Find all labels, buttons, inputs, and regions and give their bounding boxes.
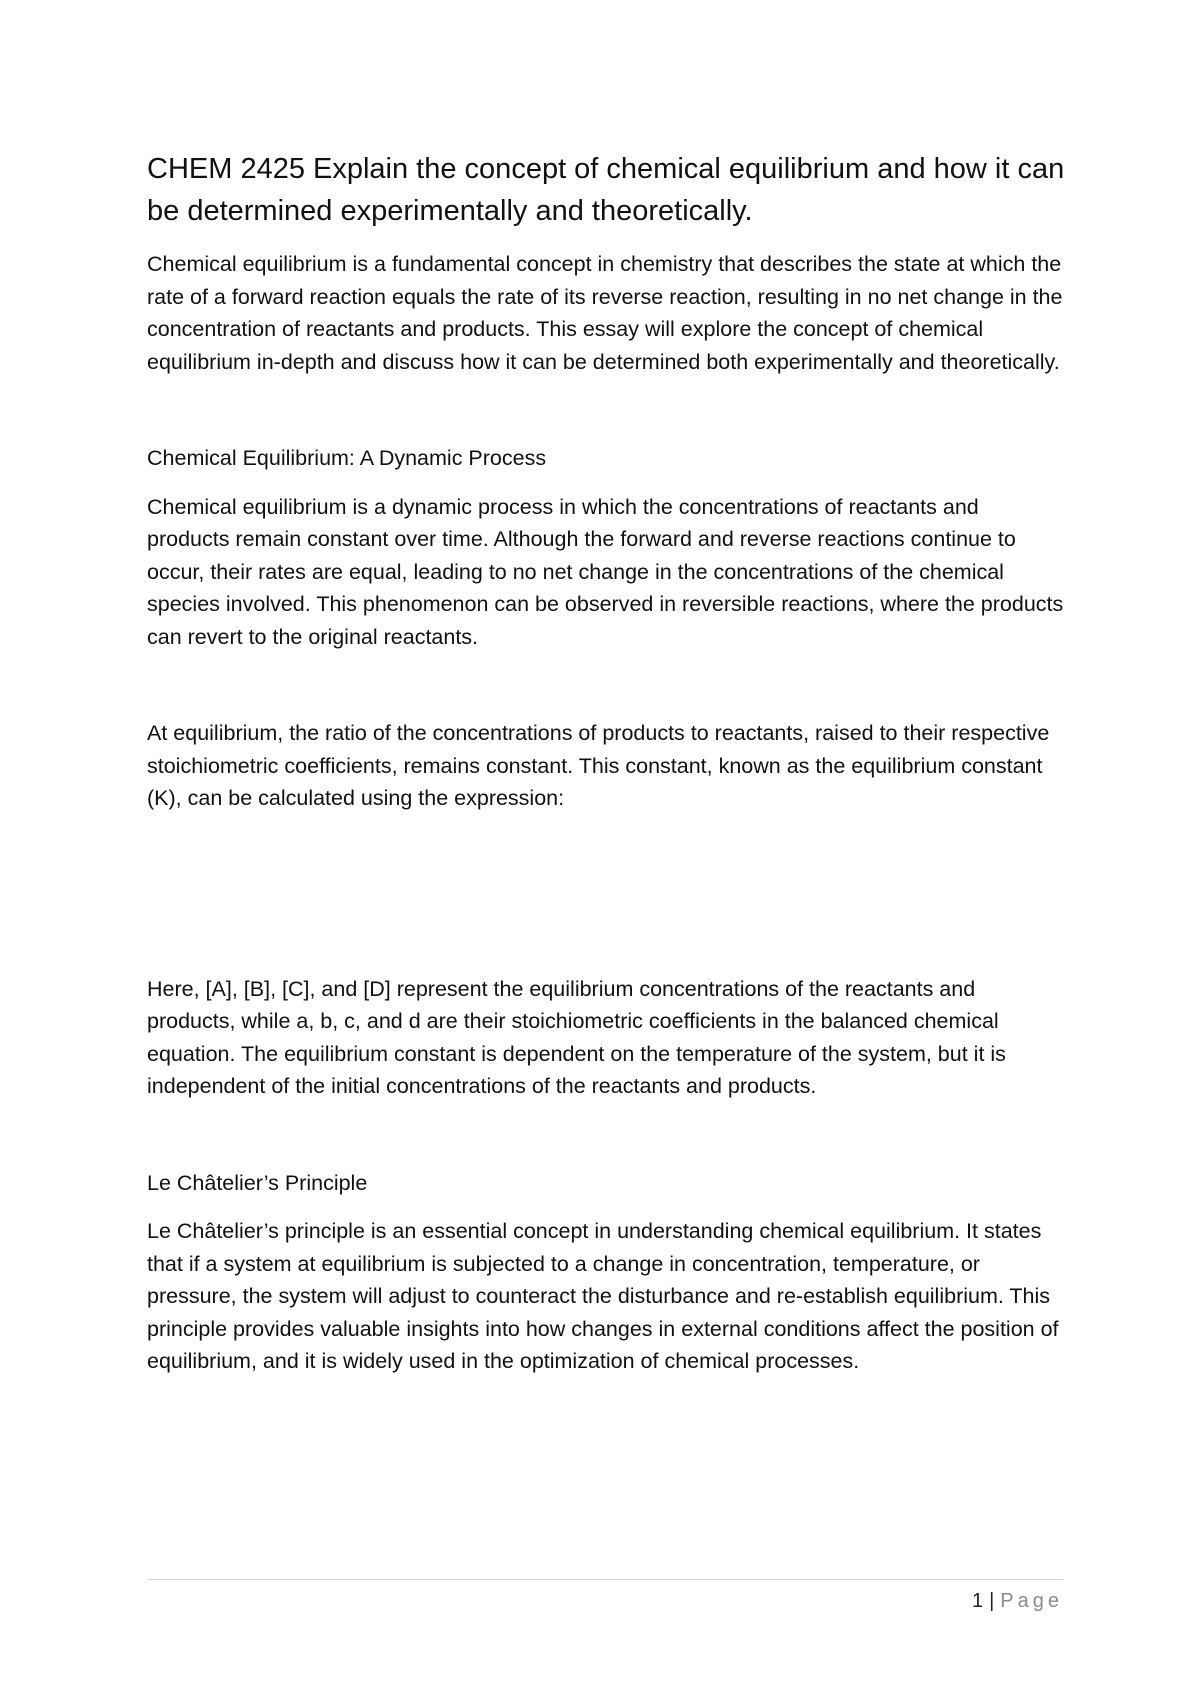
paragraph-le-chatelier: Le Châtelier’s principle is an essential concept in understanding chemical equilibrium. It states that if a system at equilibrium is subjected to a change in concentration, temperature, or pressure, the system will adjust to counteract the disturbance and re-establish equilibrium. This principle provides valuable insights into how changes in external conditions affect the position of equilibrium, and it is widely used in the optimization of chemical processes. [147, 1219, 1059, 1373]
footer-separator: | [989, 1590, 995, 1612]
spacer [147, 1103, 1067, 1167]
spacer [147, 1199, 1067, 1215]
paragraph-equilibrium-constant: At equilibrium, the ratio of the concentrations of products to reactants, raised to their respective stoichiometric coefficients, remains constant. This constant, known as the equilibrium constant (K), can be calculated using the expression: [147, 721, 1050, 810]
section-heading-le-chatelier: Le Châtelier’s Principle [147, 1170, 368, 1195]
equation-placeholder [147, 815, 1067, 973]
paragraph-concentrations: Here, [A], [B], [C], and [D] represent the equilibrium concentrations of the reactants and products, while a, b, c, and d are their stoichiometric coefficients in the balanced chemical equation. The equilibrium constant is dependent on the temperature of the system, but it is independent of the initial concentrations of the reactants and products. [147, 976, 1006, 1098]
document-title: CHEM 2425 Explain the concept of chemical equilibrium and how it can be determined experimentally and theoretically. [147, 153, 1065, 227]
document-body [147, 148, 1067, 1378]
page-number: 1 [971, 1590, 984, 1612]
spacer [147, 378, 1067, 442]
page-label: Page [1000, 1590, 1063, 1612]
section-heading-dynamic-process: Chemical Equilibrium: A Dynamic Process [147, 446, 547, 470]
intro-paragraph: Chemical equilibrium is a fundamental concept in chemistry that describes the state at which the rate of a forward reaction equals the rate of its reverse reaction, resulting in no net change in the concentration of reactants and products. This essay will explore the concept of chemical equilibrium in-depth and discuss how it can be determined both experimentally and theoretically. [147, 252, 1063, 374]
spacer [147, 653, 1067, 717]
paragraph-dynamic-process: Chemical equilibrium is a dynamic process in which the concentrations of reactants and products remain constant over time. Although the forward and reverse reactions continue to occur, their rates are equal, leading to no net change in the concentrations of the chemical species involved. This phenomenon can be observed in reversible reactions, where the products can revert to the original reactants. [147, 494, 1064, 649]
page-footer [972, 1588, 1063, 1614]
footer-divider [147, 1579, 1063, 1580]
spacer [147, 475, 1067, 491]
